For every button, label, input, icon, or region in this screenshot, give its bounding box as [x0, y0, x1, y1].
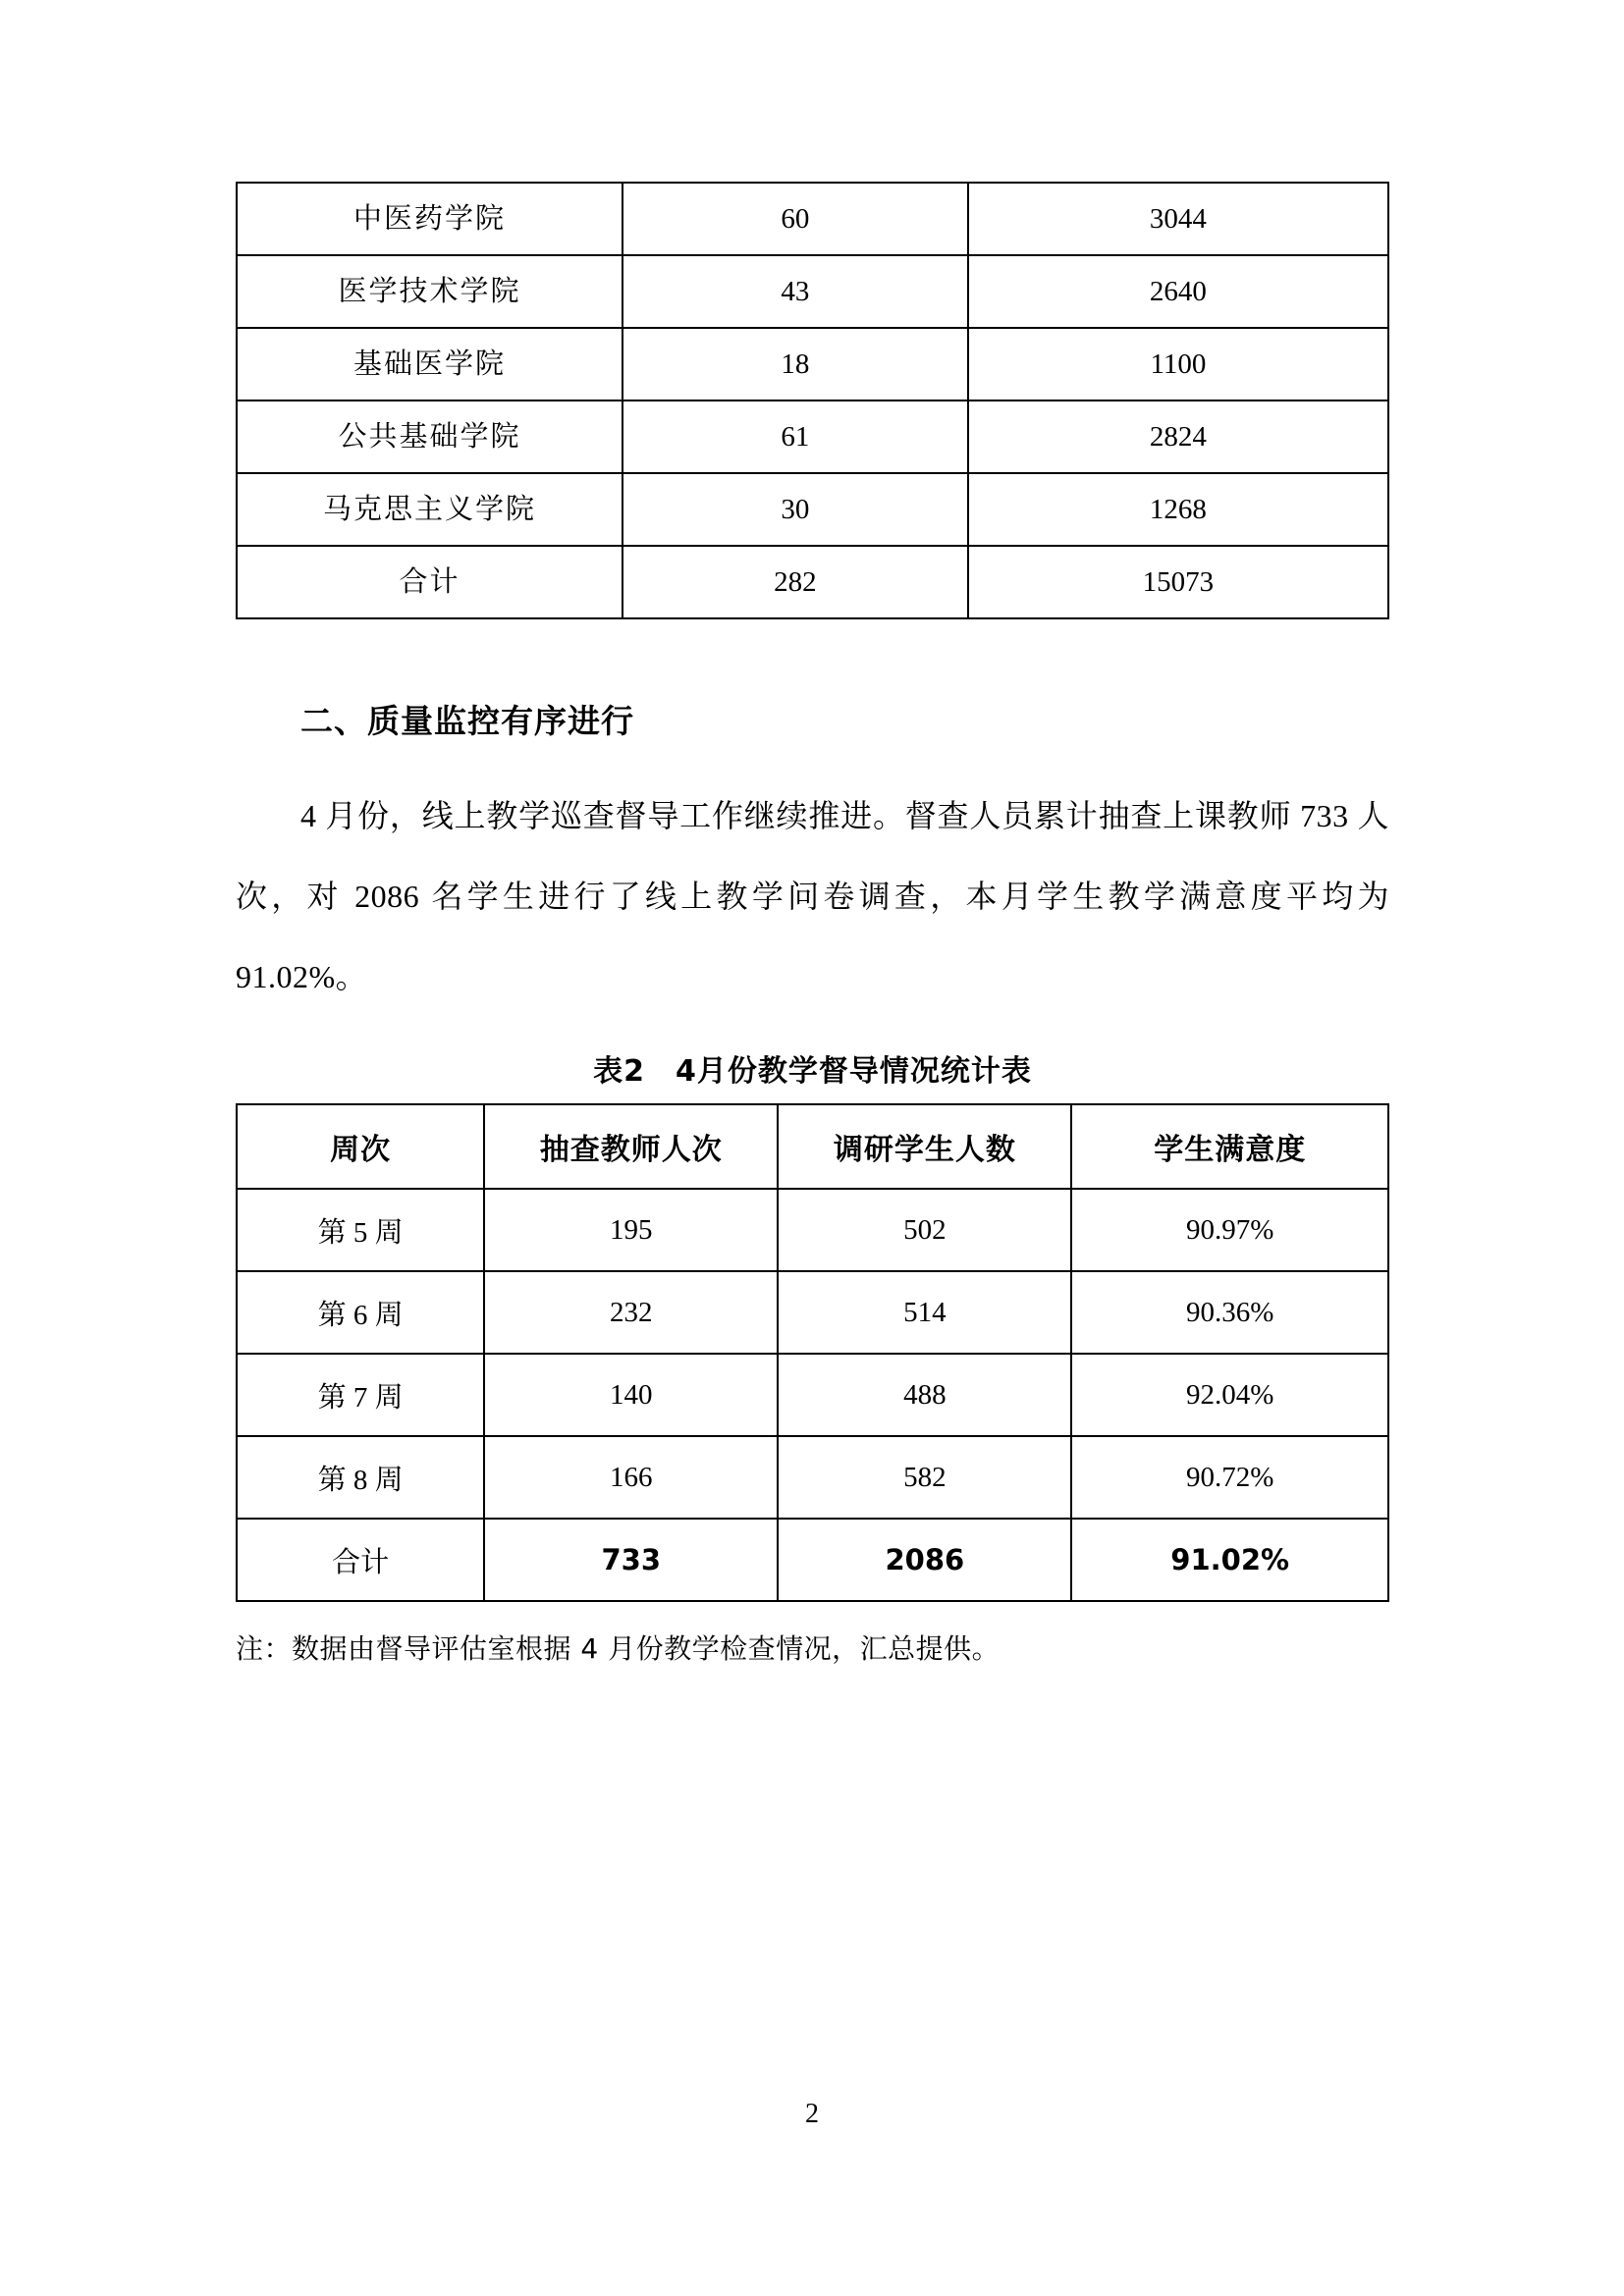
page-number: 2	[805, 2099, 819, 2129]
table-total-row	[237, 546, 1388, 618]
institute-name-cell: 马克思主义学院	[237, 473, 623, 546]
teacher-count-cell: 232	[484, 1271, 778, 1354]
table2-note: 注：数据由督导评估室根据 4 月份教学检查情况，汇总提供。	[236, 1632, 1001, 1665]
teacher-count-cell: 195	[484, 1189, 778, 1271]
teacher-count-cell: 30	[623, 473, 968, 546]
institute-name-cell: 医学技术学院	[237, 255, 623, 328]
page-content	[236, 182, 1389, 1667]
student-count-cell: 3044	[968, 183, 1388, 255]
week-cell: 第 5 周	[237, 1189, 484, 1271]
section-heading: 二、质量监控有序进行	[300, 702, 634, 740]
teacher-count-cell: 18	[623, 328, 968, 400]
table-row	[237, 1189, 1388, 1271]
table-row	[237, 328, 1388, 400]
teacher-count-cell: 166	[484, 1436, 778, 1519]
student-count-cell: 2824	[968, 400, 1388, 473]
student-count-cell: 502	[778, 1189, 1071, 1271]
teacher-count-cell: 140	[484, 1354, 778, 1436]
total-label-cell: 合计	[237, 546, 623, 618]
student-count-cell: 488	[778, 1354, 1071, 1436]
institute-name-cell: 公共基础学院	[237, 400, 623, 473]
student-count-cell: 1100	[968, 328, 1388, 400]
teacher-count-cell: 61	[623, 400, 968, 473]
satisfaction-cell: 92.04%	[1071, 1354, 1388, 1436]
week-cell: 第 8 周	[237, 1436, 484, 1519]
section-paragraph: 4 月份，线上教学巡查督导工作继续推进。督查人员累计抽查上课教师 733 人次，对 2086 名学生进行了线上教学问卷调查，本月学生教学满意度平均为 91.02%。	[236, 798, 1389, 994]
table-row	[237, 400, 1388, 473]
column-header-satisfaction: 学生满意度	[1071, 1104, 1388, 1189]
satisfaction-cell: 90.72%	[1071, 1436, 1388, 1519]
table-row	[237, 473, 1388, 546]
student-count-cell: 514	[778, 1271, 1071, 1354]
week-cell: 第 7 周	[237, 1354, 484, 1436]
total-label-cell: 合计	[237, 1519, 484, 1601]
total-teacher-count-cell: 733	[484, 1519, 778, 1601]
institute-name-cell: 基础医学院	[237, 328, 623, 400]
student-count-cell: 582	[778, 1436, 1071, 1519]
total-student-count-cell: 15073	[968, 546, 1388, 618]
column-header-students: 调研学生人数	[778, 1104, 1071, 1189]
table-row	[237, 183, 1388, 255]
teacher-count-cell: 60	[623, 183, 968, 255]
column-header-teachers: 抽查教师人次	[484, 1104, 778, 1189]
satisfaction-cell: 90.97%	[1071, 1189, 1388, 1271]
table-header-row	[237, 1104, 1388, 1189]
week-cell: 第 6 周	[237, 1271, 484, 1354]
teacher-count-cell: 43	[623, 255, 968, 328]
total-teacher-count-cell: 282	[623, 546, 968, 618]
table-row	[237, 255, 1388, 328]
table-row	[237, 1436, 1388, 1519]
institute-name-cell: 中医药学院	[237, 183, 623, 255]
total-student-count-cell: 2086	[778, 1519, 1071, 1601]
column-header-week: 周次	[237, 1104, 484, 1189]
supervision-statistics-table	[236, 1103, 1389, 1602]
student-count-cell: 1268	[968, 473, 1388, 546]
table-total-row	[237, 1519, 1388, 1601]
institute-statistics-table	[236, 182, 1389, 619]
table-row	[237, 1354, 1388, 1436]
table-row	[237, 1271, 1388, 1354]
total-satisfaction-cell: 91.02%	[1071, 1519, 1388, 1601]
table2-caption: 表2 4月份教学督导情况统计表	[593, 1054, 1032, 1089]
satisfaction-cell: 90.36%	[1071, 1271, 1388, 1354]
student-count-cell: 2640	[968, 255, 1388, 328]
